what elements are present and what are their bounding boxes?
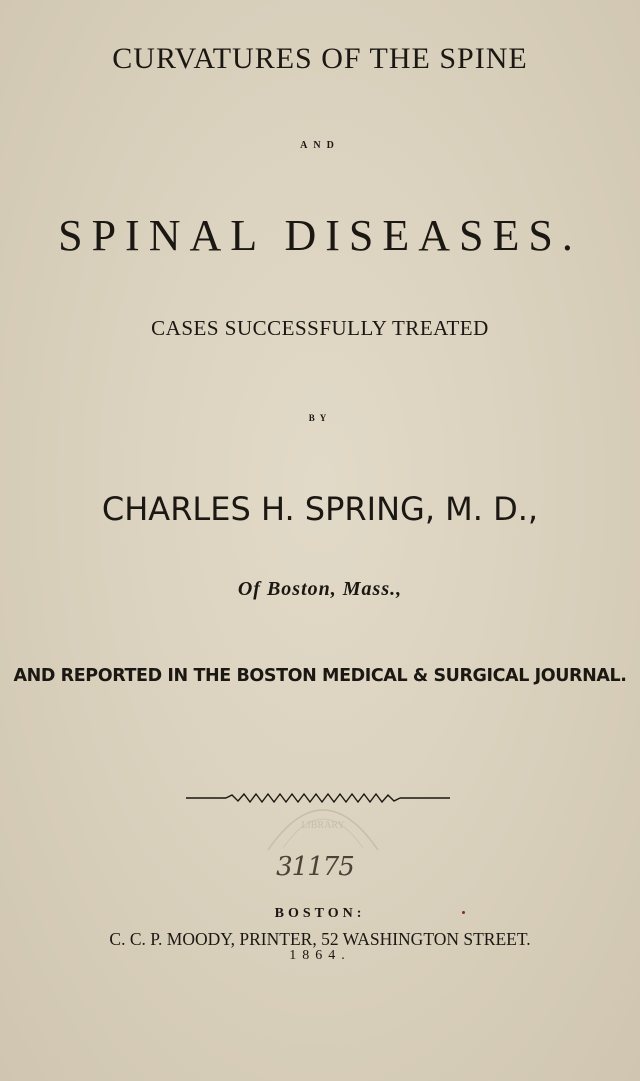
title-line-1: CURVATURES OF THE SPINE [112, 42, 528, 75]
printer: C. C. P. MOODY, PRINTER, 52 WASHINGTON STREET. [109, 929, 531, 949]
svg-text:LIBRARY: LIBRARY [301, 820, 345, 831]
reported-in: AND REPORTED IN THE BOSTON MEDICAL & SURGICAL JOURNAL. [13, 666, 627, 686]
decorative-rule [186, 790, 450, 806]
place: BOSTON: [274, 906, 366, 921]
title-line-2: SPINAL DISEASES. [58, 211, 582, 260]
author-location: Of Boston, Mass., [237, 578, 403, 600]
subtitle: CASES SUCCESSFULLY TREATED [151, 316, 489, 340]
handwritten-number: 31175 [276, 852, 354, 882]
author-name: CHARLES H. SPRING, M. D., [101, 490, 539, 528]
ink-speck [462, 911, 465, 914]
conjunction: AND [300, 140, 340, 151]
year: 1864. [289, 948, 351, 963]
by-line: BY [308, 413, 332, 423]
